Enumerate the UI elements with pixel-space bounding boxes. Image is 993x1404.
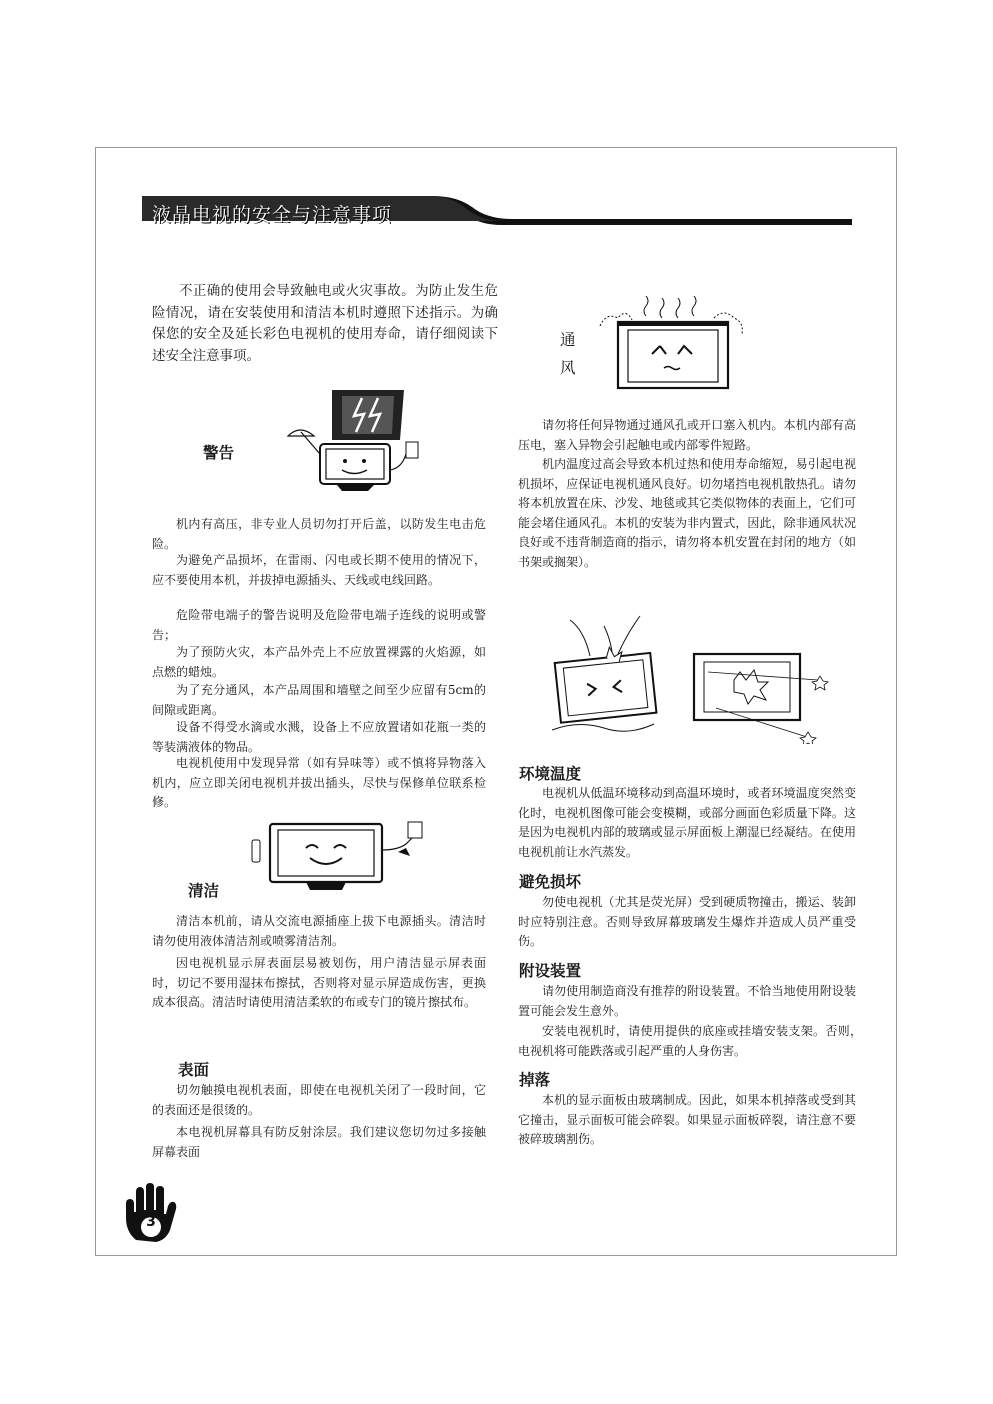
surface-paragraph: 切勿触摸电视机表面，即使在电视机关闭了一段时间，它的表面还是很烫的。 bbox=[152, 1083, 486, 1117]
warning-paragraph: 电视机使用中发现异常（如有异味等）或不慎将异物落入机内，应立即关闭电视机并拔出插头，尽快与保修单位联系检修。 bbox=[152, 756, 486, 809]
warning-paragraph: 机内有高压，非专业人员切勿打开后盖，以防发生电击危险。 bbox=[152, 517, 486, 551]
warning-paragraph: 危险带电端子的警告说明及危险带电端子连线的说明或警告； bbox=[152, 608, 486, 642]
surface-heading: 表面 bbox=[178, 1061, 210, 1079]
page-title: 液晶电视的安全与注意事项 bbox=[152, 204, 393, 226]
falling-heading: 掉落 bbox=[519, 1071, 551, 1089]
cleaning-paragraph: 因电视机显示屏表面层易被划伤，用户清洁显示屏表面时，切记不要用湿抹布擦拭，否则将对显示屏造成伤害，更换成本很高。清洁时请使用清洁柔软的布或专门的镜片擦拭布。 bbox=[152, 956, 486, 1009]
ventilation-heading bbox=[560, 326, 576, 382]
ventilation-heading-char-2: 风 bbox=[560, 359, 576, 377]
warning-paragraph: 为了充分通风，本产品周围和墙壁之间至少应留有5cm的间隙或距离。 bbox=[152, 683, 486, 717]
warning-paragraph: 为避免产品损坏，在雷雨、闪电或长期不使用的情况下，应不要使用本机，并拔掉电源插头、天线或电线回路。 bbox=[152, 553, 486, 587]
impact-illustration bbox=[548, 612, 832, 744]
environment-heading: 环境温度 bbox=[519, 765, 582, 783]
avoid-damage-paragraph: 勿使电视机（尤其是荧光屏）受到硬质物撞击，搬运、装卸时应特别注意。否则导致屏幕玻璃发生爆炸并造成人员严重受伤。 bbox=[518, 895, 856, 948]
cleaning-paragraph: 清洁本机前，请从交流电源插座上拔下电源插头。清洁时请勿使用液体清洁剂或喷雾清洁剂。 bbox=[152, 914, 486, 948]
intro-paragraph: 不正确的使用会导致触电或火灾事故。为防止发生危险情况，请在安装使用和清洁本机时遵照下述指示。为确保您的安全及延长彩色电视机的使用寿命，请仔细阅读下述安全注意事项。 bbox=[152, 283, 498, 364]
environment-paragraph: 电视机从低温环境移动到高温环境时，或者环境温度突然变化时，电视机图像可能会变模糊，或部分画面色彩质量下降。这是因为电视机内部的玻璃或显示屏面板上潮湿已经凝结。在使用电视机前让水汽蒸发。 bbox=[518, 786, 856, 859]
warning-heading: 警告 bbox=[203, 444, 235, 462]
accessories-paragraph: 请勿使用制造商没有推荐的附设装置。不恰当地使用附设装置可能会发生意外。 bbox=[518, 984, 856, 1018]
warning-paragraph: 为了预防火灾，本产品外壳上不应放置裸露的火焰源，如点燃的蜡烛。 bbox=[152, 645, 486, 679]
page-number: 3 bbox=[146, 1214, 156, 1230]
warning-illustration bbox=[282, 384, 422, 496]
falling-paragraph: 本机的显示面板由玻璃制成。因此，如果本机掉落或受到其它撞击，显示面板可能会碎裂。如果显示面板碎裂，请注意不要被碎玻璃割伤。 bbox=[518, 1093, 856, 1146]
ventilation-paragraph: 机内温度过高会导致本机过热和使用寿命缩短，易引起电视机损坏，应保证电视机通风良好。切勿堵挡电视机散热孔。请勿将本机放置在床、沙发、地毯或其它类似物体的表面上，它们可能会堵住通风孔。本机的安装为非内置式，因此，除非通风状况良好或不违背制造商的指示，请勿将本机安置在封闭的地方（如书架或搁架）。 bbox=[518, 457, 856, 569]
accessories-paragraph: 安装电视机时，请使用提供的底座或挂墙安装支架。否则，电视机将可能跌落或引起严重的人身伤害。 bbox=[518, 1024, 862, 1058]
accessories-heading: 附设装置 bbox=[519, 962, 582, 980]
ventilation-illustration bbox=[596, 296, 750, 396]
ventilation-heading-char-1: 通 bbox=[560, 331, 576, 349]
cleaning-illustration bbox=[246, 820, 432, 896]
cleaning-heading: 清洁 bbox=[188, 882, 220, 900]
ventilation-paragraph: 请勿将任何异物通过通风孔或开口塞入机内。本机内部有高压电，塞入异物会引起触电或内部零件短路。 bbox=[518, 418, 856, 452]
avoid-damage-heading: 避免损坏 bbox=[519, 873, 582, 891]
surface-paragraph: 本电视机屏幕具有防反射涂层。我们建议您切勿过多接触屏幕表面 bbox=[152, 1125, 486, 1159]
warning-paragraph: 设备不得受水滴或水溅，设备上不应放置诸如花瓶一类的等装满液体的物品。 bbox=[152, 720, 486, 754]
